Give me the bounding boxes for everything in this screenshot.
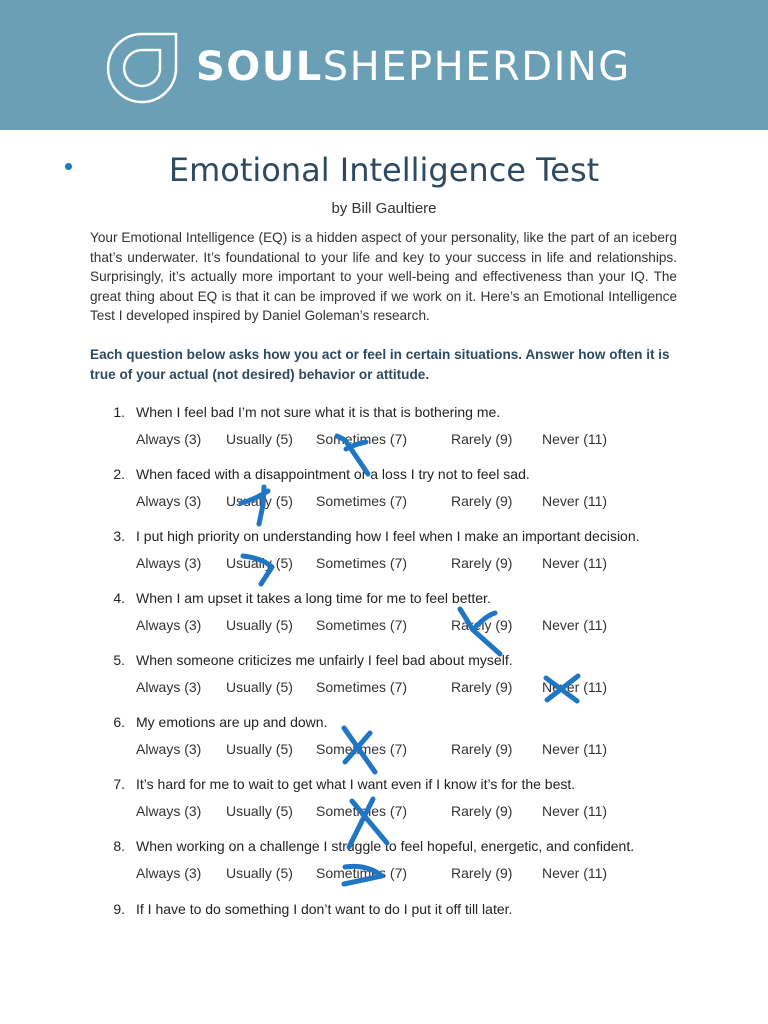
option-usually[interactable]: Usually (5): [226, 431, 293, 447]
option-rarely[interactable]: Rarely (9): [451, 803, 513, 819]
option-usually[interactable]: Usually (5): [226, 493, 293, 509]
document-title: Emotional Intelligence Test: [168, 151, 600, 189]
question-text: When faced with a disappointment or a loss I try not to feel sad.: [136, 466, 530, 482]
option-usually[interactable]: Usually (5): [226, 617, 293, 633]
option-rarely[interactable]: Rarely (9): [451, 679, 513, 695]
question-text: If I have to do something I don’t want to do I put it off till later.: [136, 901, 513, 917]
question-text: When I feel bad I’m not sure what it is that is bothering me.: [136, 404, 501, 420]
option-never[interactable]: Never (11): [542, 617, 608, 633]
question-text: It’s hard for me to wait to get what I want even if I know it’s for the best.: [136, 776, 576, 792]
question-text: When working on a challenge I struggle to feel hopeful, energetic, and confident.: [136, 838, 635, 854]
option-sometimes[interactable]: Sometimes (7): [316, 555, 408, 571]
option-rarely[interactable]: Rarely (9): [451, 741, 513, 757]
option-always[interactable]: Always (3): [136, 555, 202, 571]
instruction-paragraph: Each question below asks how you act or feel in certain situations. Answer how often it is true of your actual (not desired) behavior or attitude.: [90, 347, 670, 382]
option-sometimes[interactable]: Sometimes (7): [316, 741, 408, 757]
option-always[interactable]: Always (3): [136, 741, 202, 757]
option-always[interactable]: Always (3): [136, 865, 202, 881]
option-sometimes[interactable]: Sometimes (7): [316, 679, 408, 695]
option-never[interactable]: Never (11): [542, 865, 608, 881]
option-never[interactable]: Never (11): [542, 555, 608, 571]
question-number: 5.: [113, 652, 125, 668]
option-always[interactable]: Always (3): [136, 803, 202, 819]
option-rarely[interactable]: Rarely (9): [451, 865, 513, 881]
option-rarely[interactable]: Rarely (9): [451, 431, 513, 447]
option-never[interactable]: Never (11): [542, 493, 608, 509]
option-never[interactable]: Never (11): [542, 431, 608, 447]
option-usually[interactable]: Usually (5): [226, 555, 293, 571]
question-text: My emotions are up and down.: [136, 714, 328, 730]
question-number: 4.: [113, 590, 125, 606]
option-rarely[interactable]: Rarely (9): [451, 617, 513, 633]
intro-paragraph: Your Emotional Intelligence (EQ) is a hidden aspect of your personality, like the part of an iceberg that’s underwater. It’s foundational to your life and key to your success in life and relationships. Surprisingly, it’s actually more important to your well-being and effectiveness than your IQ. The great thing about EQ is that it can be improved if we work on it. Here’s an Emotional Intelligence Test I developed inspired by Daniel Goleman’s research.: [90, 230, 677, 323]
question-text: I put high priority on understanding how I feel when I make an important decision.: [136, 528, 640, 544]
option-usually[interactable]: Usually (5): [226, 803, 293, 819]
option-usually[interactable]: Usually (5): [226, 741, 293, 757]
document-byline: by Bill Gaultiere: [331, 200, 437, 217]
option-always[interactable]: Always (3): [136, 493, 202, 509]
question-text: When someone criticizes me unfairly I feel bad about myself.: [136, 652, 513, 668]
question-number: 8.: [113, 838, 125, 854]
option-always[interactable]: Always (3): [136, 617, 202, 633]
question-number: 1.: [113, 404, 125, 420]
option-sometimes[interactable]: Sometimes (7): [316, 431, 408, 447]
question-number: 7.: [113, 776, 125, 792]
option-sometimes[interactable]: Sometimes (7): [316, 865, 408, 881]
question-text: When I am upset it takes a long time for me to feel better.: [136, 590, 491, 606]
question-number: 6.: [113, 714, 125, 730]
question-number: 2.: [113, 466, 125, 482]
option-usually[interactable]: Usually (5): [226, 679, 293, 695]
option-never[interactable]: Never (11): [542, 741, 608, 757]
option-never[interactable]: Never (11): [542, 679, 608, 695]
brand-light: SHEPHERDING: [322, 44, 631, 90]
option-rarely[interactable]: Rarely (9): [451, 493, 513, 509]
option-always[interactable]: Always (3): [136, 679, 202, 695]
option-rarely[interactable]: Rarely (9): [451, 555, 513, 571]
question-number: 9.: [113, 901, 125, 917]
option-sometimes[interactable]: Sometimes (7): [316, 617, 408, 633]
option-always[interactable]: Always (3): [136, 431, 202, 447]
option-usually[interactable]: Usually (5): [226, 865, 293, 881]
option-never[interactable]: Never (11): [542, 803, 608, 819]
question-number: 3.: [113, 528, 125, 544]
option-sometimes[interactable]: Sometimes (7): [316, 493, 408, 509]
brand-bold: SOUL: [196, 44, 323, 90]
option-sometimes[interactable]: Sometimes (7): [316, 803, 408, 819]
